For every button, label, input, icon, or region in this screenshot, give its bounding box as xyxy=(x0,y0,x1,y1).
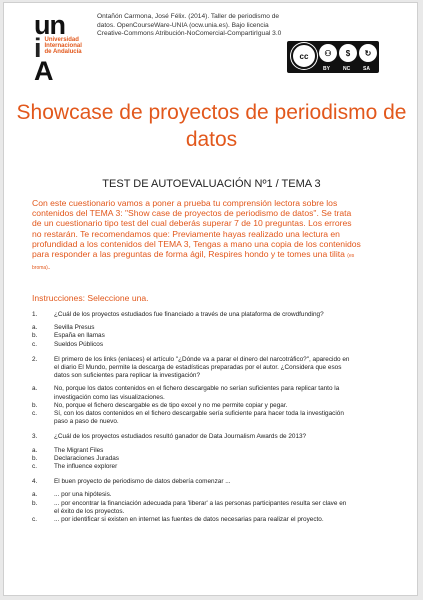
option[interactable]: a. No, porque los datos contenidos en el fichero descargable no serían suficientes para replicar tanto la investigación como las visualizaciones. xyxy=(32,385,340,401)
instructions: Instrucciones: Seleccione una. xyxy=(32,293,149,303)
test-subtitle: TEST DE AUTOEVALUACIÓN Nº1 / TEMA 3 xyxy=(102,178,321,190)
question-1: 1. ¿Cuál de los proyectos estudiados fue financiado a través de una plataforma de crowdfunding? a. Sevilla Presus b. España en llamas c. Sueldos Públicos xyxy=(32,311,352,349)
option[interactable]: a. The Migrant Files xyxy=(32,446,104,454)
question-4: 4. El buen proyecto de periodismo de datos debería comenzar ... a. ... por una hipótesis. b. ... por encontrar la financiación adecuada para 'liberar' a las personas participantes resulta ser clave en el éxito de los proyectos. c. ... por identificar si existen en internet las fuentes de datos necesarias para realizar el proyecto. xyxy=(32,478,352,524)
logo-a: A xyxy=(34,56,53,86)
cc-logo-icon: cc xyxy=(291,43,317,69)
option[interactable]: a. ... por una hipótesis. xyxy=(32,491,112,499)
sa-icon: ↻ xyxy=(359,44,377,62)
nc-icon: $ xyxy=(339,44,357,62)
question-text: ¿Cuál de los proyectos estudiados fue financiado a través de una plataforma de crowdfunding? xyxy=(54,311,324,318)
question-3: 3. ¿Cuál de los proyectos estudiados resultó ganador de Data Journalism Awards de 2013? a. The Migrant Files b. Declaraciones Juradas c. The influence explorer xyxy=(32,433,352,471)
option[interactable]: c. The influence explorer xyxy=(32,463,118,471)
sa-label: SA xyxy=(363,66,370,72)
by-icon: ⚇ xyxy=(319,44,337,62)
question-text: El buen proyecto de periodismo de datos debería comenzar ... xyxy=(54,478,231,486)
document-title: Showcase de proyectos de periodismo de datos xyxy=(16,101,407,151)
question-list xyxy=(32,311,352,531)
document-page xyxy=(3,2,418,596)
unia-logo xyxy=(34,10,90,86)
intro-joke-note: (es broma) xyxy=(32,253,355,272)
citation-text: Ontañón Carmona, José Félix. (2014). Taller de periodismo de datos. OpenCourseWare-UNIA (ocw.unia.es). Bajo licencia Creative-Commons Atribución-NoComercial-CompartirIgual 3.0 xyxy=(97,13,282,37)
by-label: BY xyxy=(323,66,330,72)
option[interactable]: c. Sueldos Públicos xyxy=(32,340,104,348)
question-text: ¿Cuál de los proyectos estudiados resultó ganador de Data Journalism Awards de 2013? xyxy=(54,433,307,441)
option[interactable]: b. ... por encontrar la financiación adecuada para 'liberar' a las personas participantes resulta ser clave en el éxito de los proyectos. xyxy=(32,499,347,515)
intro-paragraph: Con este cuestionario vamos a poner a prueba tu comprensión lectora sobre los contenidos del TEMA 3: "Show case de proyectos de periodismo de datos". Se trata de un cuestionario tipo test del cual deberás superar 7 de 10 preguntas. Los errores no restarán. Te recomendamos que: Previamente hayas realizado una lectura en profundidad a los contenidos del TEMA 3, Tengas a mano una copia de los contenidos para responder a las preguntas de forma ágil, Respires hondo y te tomes una tilita (es broma). xyxy=(32,198,361,272)
nc-label: NC xyxy=(343,66,351,72)
cc-license-badge[interactable] xyxy=(287,41,379,73)
question-2: 2. El primero de los links (enlaces) el artículo "¿Dónde va a parar el dinero del narcotráfico?", aparecido en el diario El Mundo, permite la descarga de estadísticas preparadas por el autor. ¿Considera que esos datos son suficientes para replicar la investigación? a. No, porque los datos contenidos en el fichero descargable no serían suficientes para replicar tanto la investigación como las visualizaciones. b. No, porque el fichero descargable es de tipo excel y no me permite copiar y pegar. c. Sí, con los datos contenidos en el fichero descargable sería suficiente para hacer toda la investigación paso a paso de nuevo. xyxy=(32,356,352,427)
option[interactable]: c. Sí, con los datos contenidos en el fichero descargable sería suficiente para hacer toda la investigación paso a paso de nuevo. xyxy=(32,410,344,426)
logo-un: un xyxy=(34,10,65,40)
question-text: El primero de los links (enlaces) el artículo "¿Dónde va a parar el dinero del narcotráfico?", aparecido en el diario El Mundo, permite la descarga de estadísticas preparadas por el autor. ¿Considera que esos datos son suficientes para replicar la investigación? xyxy=(54,355,350,380)
option[interactable]: b. Declaraciones Juradas xyxy=(32,454,120,462)
option[interactable]: b. España en llamas xyxy=(32,332,105,340)
option[interactable]: b. No, porque el fichero descargable es de tipo excel y no me permite copiar y pegar. xyxy=(32,401,288,409)
logo-i: i xyxy=(34,33,42,63)
option[interactable]: a. Sevilla Presus xyxy=(32,324,95,332)
option[interactable]: c. ... por identificar si existen en internet las fuentes de datos necesarias para realizar el proyecto. xyxy=(32,516,324,524)
logo-university-name: Universidad Internacional de Andalucía xyxy=(44,37,82,56)
